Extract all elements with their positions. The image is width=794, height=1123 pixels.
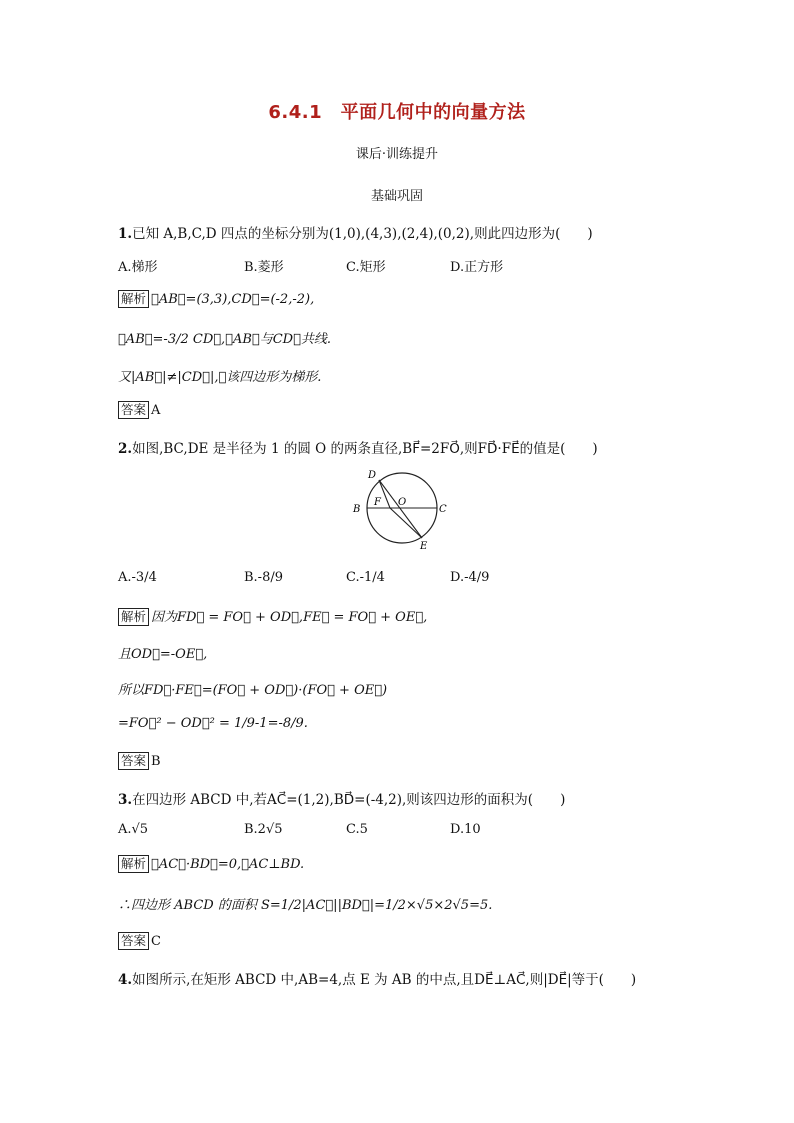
answer-line: [118, 752, 161, 770]
question-stem: 如图,BC,DE 是半径为 1 的圆 O 的两条直径,BF⃗=2FO⃗,则FD⃗·FE⃗的值是( ): [132, 441, 598, 457]
section-heading: 基础巩固: [370, 189, 423, 204]
diameter-de: [379, 480, 422, 538]
circle-figure: [340, 466, 450, 552]
analysis-text: 因为FD⃗ = FO⃗ + OD⃗,FE⃗ = FO⃗ + OE⃗,: [151, 610, 428, 625]
question-stem: 已知 A,B,C,D 四点的坐标分别为(1,0),(4,3),(2,4),(0,2),则此四边形为( ): [132, 226, 593, 242]
analysis-line: 所以FD⃗·FE⃗=(FO⃗ + OD⃗)·(FO⃗ + OE⃗): [118, 683, 388, 698]
analysis-label: 解析: [118, 608, 149, 626]
question-stem: 在四边形 ABCD 中,若AC⃗=(1,2),BD⃗=(-4,2),则该四边形的面积为( ): [132, 792, 566, 808]
analysis-line: 又|AB⃗|≠|CD⃗|,∴该四边形为梯形.: [118, 370, 322, 385]
option-d: D.-4/9: [450, 570, 490, 585]
analysis-line: ∴AB⃗=-3/2 CD⃗,∴AB⃗与CD⃗共线.: [118, 332, 332, 347]
answer-label: 答案: [118, 932, 149, 950]
segment-fe: [390, 508, 422, 538]
question-number: 3.: [118, 792, 133, 808]
option-a: A.-3/4: [118, 570, 157, 585]
label-o: O: [398, 497, 407, 508]
option-a: A.梯形: [118, 260, 158, 275]
answer-value: B: [151, 754, 161, 769]
analysis-line: 且OD⃗=-OE⃗,: [118, 647, 208, 662]
question-number: 1.: [118, 226, 133, 242]
question-4: [118, 968, 636, 988]
option-d: D.10: [450, 822, 481, 837]
answer-line: [118, 401, 160, 419]
analysis-label: 解析: [118, 855, 149, 873]
analysis-text: ∵AB⃗=(3,3),CD⃗=(-2,-2),: [151, 292, 315, 307]
page-subtitle: 课后·训练提升: [355, 147, 439, 162]
option-c: C.-1/4: [346, 570, 385, 585]
page-title: 6.4.1 平面几何中的向量方法: [268, 102, 526, 123]
analysis-line: [118, 855, 304, 873]
answer-label: 答案: [118, 752, 149, 770]
option-b: B.2√5: [244, 822, 283, 837]
option-b: B.-8/9: [244, 570, 283, 585]
question-2: [118, 437, 598, 457]
option-c: C.矩形: [346, 260, 386, 275]
label-c: C: [439, 504, 447, 515]
analysis-line: [118, 606, 427, 626]
question-stem: 如图所示,在矩形 ABCD 中,AB=4,点 E 为 AB 的中点,且DE⃗⊥AC⃗,则|DE⃗|等于( ): [132, 972, 637, 988]
question-3: [118, 788, 565, 808]
answer-value: A: [151, 403, 161, 418]
label-d: D: [368, 470, 377, 481]
analysis-label: 解析: [118, 290, 149, 308]
answer-label: 答案: [118, 401, 149, 419]
option-b: B.菱形: [244, 260, 284, 275]
label-e: E: [420, 541, 428, 552]
analysis-text: ∵AC⃗·BD⃗=0,∴AC⊥BD.: [151, 857, 305, 872]
analysis-line: [118, 290, 314, 308]
question-1: [118, 222, 593, 242]
analysis-line: =FO⃗² − OD⃗² = 1/9-1=-8/9.: [118, 716, 308, 731]
question-number: 2.: [118, 441, 133, 457]
option-d: D.正方形: [450, 260, 504, 275]
analysis-line: ∴四边形 ABCD 的面积 S=1/2|AC⃗||BD⃗|=1/2×√5×2√5=5.: [118, 898, 493, 913]
label-f: F: [374, 497, 381, 508]
option-c: C.5: [346, 822, 368, 837]
answer-value: C: [151, 934, 161, 949]
question-number: 4.: [118, 972, 133, 988]
option-a: A.√5: [118, 822, 149, 837]
answer-line: [118, 932, 161, 950]
label-b: B: [353, 504, 361, 515]
